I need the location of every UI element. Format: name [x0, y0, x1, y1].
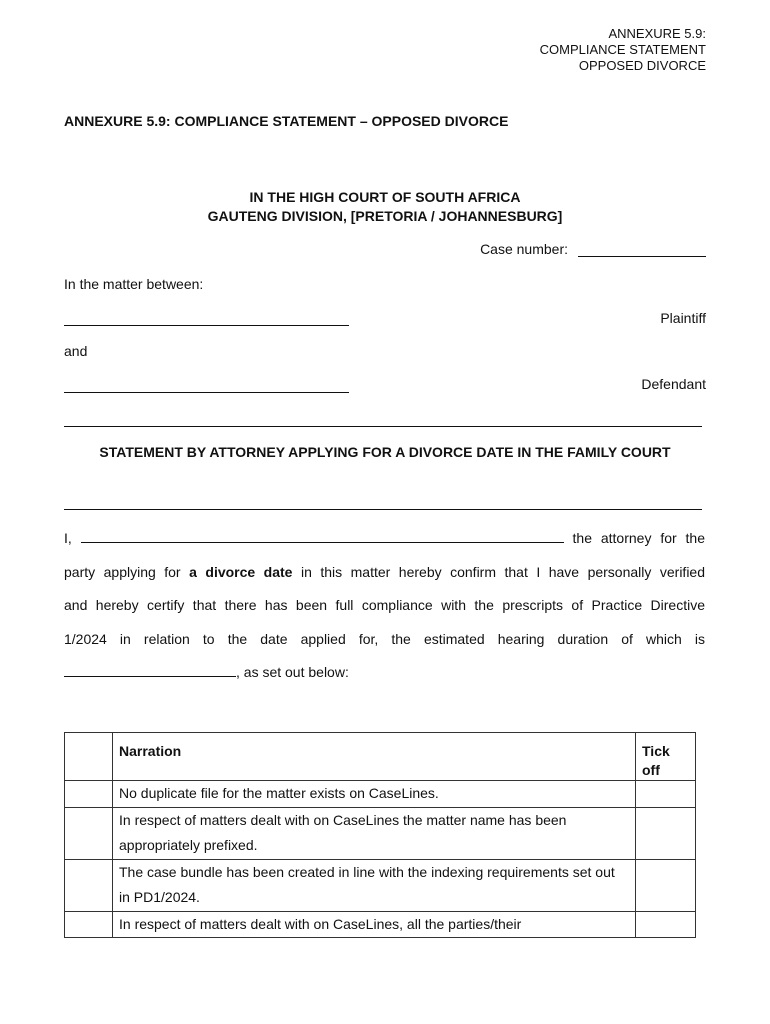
attestation-paragraph	[64, 522, 705, 690]
table-row	[65, 808, 696, 860]
plaintiff-name-field[interactable]	[64, 324, 349, 326]
header-line-3: OPPOSED DIVORCE	[578, 58, 706, 73]
table-header-row	[65, 733, 696, 781]
narration-cell: No duplicate file for the matter exists on CaseLines.	[113, 781, 636, 808]
matter-between-label: In the matter between:	[64, 276, 204, 292]
hearing-duration-field[interactable]	[64, 664, 236, 677]
row-number-cell	[65, 912, 113, 938]
statement-heading: STATEMENT BY ATTORNEY APPLYING FOR A DIVORCE DATE IN THE FAMILY COURT	[99, 444, 671, 460]
defendant-name-field[interactable]	[64, 391, 349, 393]
narration-cell: In respect of matters dealt with on CaseLines the matter name has been appropriately prefixed.	[113, 808, 636, 860]
para-line-2-start: party applying for	[64, 563, 181, 580]
table-row	[65, 912, 696, 938]
divider-bottom	[64, 508, 702, 510]
court-division: GAUTENG DIVISION, [PRETORIA / JOHANNESBURG]	[207, 208, 563, 224]
narration-cell: In respect of matters dealt with on CaseLines, all the parties/their	[113, 912, 636, 938]
court-name: IN THE HIGH COURT OF SOUTH AFRICA	[249, 189, 521, 205]
para-line-4: 1/2024 in relation to the date applied for, the estimated hearing duration of which is	[64, 630, 705, 647]
and-text: and	[64, 343, 88, 359]
para-line-2-end: in this matter hereby confirm that I have personally verified	[300, 563, 705, 580]
court-heading	[64, 188, 706, 226]
para-line-5	[64, 656, 705, 690]
row-number-cell	[65, 860, 113, 912]
defendant-label: Defendant	[641, 376, 706, 392]
row-number-cell	[65, 781, 113, 808]
attorney-name-field[interactable]	[81, 530, 564, 543]
header-line-2: COMPLIANCE STATEMENT	[539, 42, 706, 57]
tick-off-cell[interactable]	[636, 912, 696, 938]
header-narration: Narration	[113, 733, 636, 781]
divider-top	[64, 425, 702, 427]
attorney-for-text: the attorney for the	[572, 530, 705, 546]
i-prefix: I,	[64, 530, 72, 546]
tick-off-cell[interactable]	[636, 808, 696, 860]
document-title: ANNEXURE 5.9: COMPLIANCE STATEMENT – OPPOSED DIVORCE	[64, 113, 509, 129]
case-number-field[interactable]	[578, 242, 706, 257]
header-line-1: ANNEXURE 5.9:	[608, 26, 706, 41]
para-line-3: and hereby certify that there has been full compliance with the prescripts of Practice Directive	[64, 597, 705, 613]
table-row	[65, 781, 696, 808]
tick-off-cell[interactable]	[636, 860, 696, 912]
compliance-table	[64, 732, 696, 938]
case-number-label: Case number:	[480, 241, 568, 257]
row-number-cell	[65, 808, 113, 860]
case-number-row	[480, 241, 706, 257]
plaintiff-label: Plaintiff	[660, 310, 706, 326]
narration-cell: The case bundle has been created in line with the indexing requirements set out in PD1/2024.	[113, 860, 636, 912]
table-row	[65, 860, 696, 912]
tick-off-cell[interactable]	[636, 781, 696, 808]
running-header	[540, 26, 706, 74]
divorce-date-emphasis: a divorce date	[189, 563, 293, 580]
para-line-1	[64, 522, 705, 556]
header-number-cell	[65, 733, 113, 781]
para-line-5-end: , as set out below:	[236, 664, 349, 680]
header-tick-off: Tick off	[636, 733, 696, 781]
para-line-2	[64, 556, 705, 590]
